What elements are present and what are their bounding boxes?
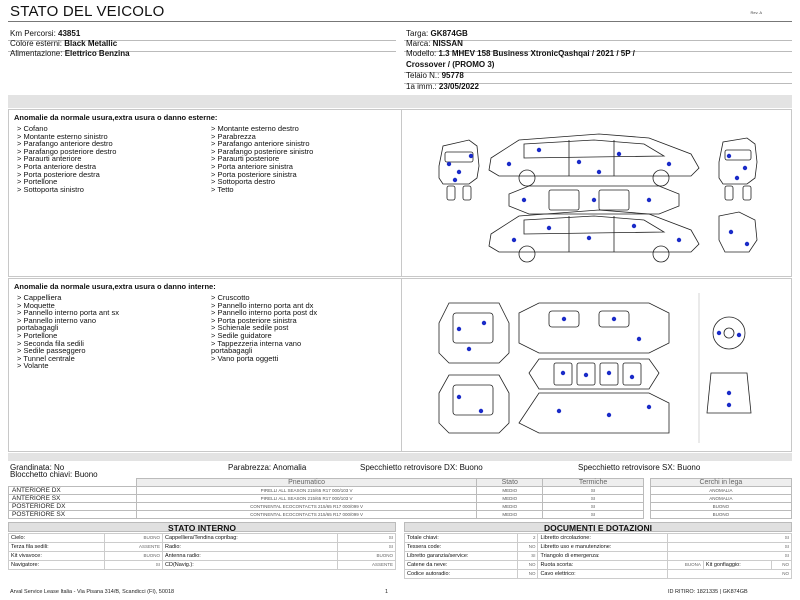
damage-item: > Cappelliera [17,293,62,302]
external-heading: Anomalie da normale usura,extra usura o danno esterne: [14,113,218,122]
status-value: ASSENTE [104,543,162,552]
status-label: Libretto garanzia/service: [405,552,518,561]
section-band [8,95,792,108]
status-value: 2 [518,534,538,543]
header-spacer [9,479,137,487]
status-row [405,570,792,579]
status-value: NO [668,570,792,579]
brand-value: NISSAN [432,39,463,48]
status-value: SI [337,534,395,543]
status-row [9,534,396,543]
damage-item: > Montante esterno sinistro [17,131,108,141]
status-label: Totale chiavi: [405,534,518,543]
status-value: NO [518,570,538,579]
damage-item: > Tunnel centrale [17,353,75,363]
tyre-row [9,495,792,503]
status-value: BUONO [104,552,162,561]
status-label: Tessera code: [405,543,518,552]
key-block-status: Blocchetto chiavi: Buono [10,470,98,479]
hail-status: Grandinata: No [10,463,65,472]
fuel-label: Alimentazione: [10,49,65,58]
interior-damage-markers [457,317,741,417]
status-value: SI [668,543,792,552]
model-value-line2: Crossover / (PROMO 3) [406,60,495,69]
km-label: Km Percorsi: [10,29,59,38]
tyre-model: CONTINENTAL ECOCONTACTS 215/65 R17 000/099 V [137,503,477,511]
status-value: NO [518,561,538,570]
status-value: BUONO [104,534,162,543]
alloy-header: Cerchi in lega [650,479,791,487]
gap-cell [643,495,650,503]
status-value: ASSENTE [337,561,395,570]
interior-status-title: STATO INTERNO [8,522,396,532]
internal-heading: Anomalie da normale usura,extra usura o danno interne: [14,282,216,291]
tyre-position: POSTERIORE SX [9,511,137,519]
footer-address: Arval Service Lease Italia - Via Pisana 314/B, Scandicci (FI), 50018 [10,589,175,595]
km-value: 43851 [58,29,81,38]
tyre-winter: SI [543,503,643,511]
status-value: BUONA [668,561,704,570]
damage-item: > Parafango posteriore destro [17,146,117,156]
rear-door-panel [439,375,509,433]
status-value: SI [337,543,395,552]
exterior-car-diagram [429,116,759,266]
damage-item: > Sedile passeggero [17,346,86,356]
tyre-position: POSTERIORE DX [9,503,137,511]
status-label: Libretto uso e manutenzione: [538,543,668,552]
gap-cell [643,503,650,511]
damage-item: > Parafango anteriore sinistro [211,139,310,149]
status-row [405,552,792,561]
status-value: NO [518,543,538,552]
internal-list-left [17,294,119,370]
status-value: SI [668,534,792,543]
tyres-header-row [9,479,792,487]
internal-list-right [211,294,317,362]
alloy-condition: ANOMALIA [650,487,791,495]
winter-header: Termiche [543,479,643,487]
status-row [405,561,792,570]
damage-item: > Cruscotto [211,293,250,302]
status-label: Terza fila sedili: [9,543,105,552]
tyre-condition: MEDIO [477,495,543,503]
trunk-view [519,393,669,433]
tyre-winter: SI [543,511,643,519]
status-row [9,561,396,570]
registration-row [406,81,479,93]
status-label: Radio: [163,543,338,552]
documents-table [404,533,792,579]
color-label: Colore esterni: [10,39,65,48]
damage-item: > Porta posteriore sinistra [211,169,297,179]
fuel-row [10,48,130,60]
status-row [405,543,792,552]
title-divider [8,21,792,22]
damage-item: > Parafango anteriore destro [17,139,113,149]
tyres-body [9,487,792,519]
alloy-condition: BUONO [650,511,791,519]
damage-item: > Porta anteriore sinistra [211,161,293,171]
tyre-model: CONTINENTAL ECOCONTACTS 215/65 R17 000/099 V [137,511,477,519]
damage-item: > Vano porta oggetti [211,353,279,363]
damage-item: > Parabrezza [211,131,256,141]
internal-damage-panel [8,278,792,452]
status-label: CD(Navig.): [163,561,338,570]
plate-label: Targa: [406,29,431,38]
tyre-model: PIRELLI ALL SEASON 215/65 R17 000/103 V [137,495,477,503]
status-label: Navigatore: [9,561,105,570]
chassis-value: 95778 [441,71,464,80]
chassis-label: Telaio N.: [406,71,442,80]
status-label: Catene da neve: [405,561,518,570]
damage-item: portabagagli [211,346,253,356]
tyre-row [9,511,792,519]
panel-divider [401,110,402,276]
interior-status-table [8,533,396,570]
damage-item: > Schienale sedile post [211,323,289,333]
status-label: Kit gonfiaggio: [703,561,771,570]
front-door-panel [439,303,509,363]
status-row [9,543,396,552]
dashboard-view [519,303,669,353]
status-row [9,552,396,561]
fuel-value: Elettrico Benzina [64,49,130,58]
section-band [8,453,792,461]
registration-label: 1a imm.: [406,82,439,91]
mirror-right-status: Specchietto retrovisore DX: Buono [360,463,483,472]
status-row [405,534,792,543]
status-label: Ruota scorta: [538,561,668,570]
gap-cell [643,479,650,487]
status-label: Codice autoradio: [405,570,518,579]
damage-item: > Paraurti posteriore [211,154,280,164]
status-label: Antenna radio: [163,552,338,561]
tyre-winter: SI [543,495,643,503]
damage-item: > Portellone [17,330,58,340]
page-title: STATO DEL VEICOLO [10,3,165,20]
status-label: Cappelliera/Tendina copribag: [163,534,338,543]
damage-item: > Paraurti anteriore [17,154,82,164]
status-value: NO [771,561,791,570]
damage-item: > Porta posteriore sinistra [211,315,297,325]
tyre-row [9,487,792,495]
damage-item: > Pannello interno porta ant sx [17,308,119,318]
damage-item: > Tappezzeria interna vano [211,338,302,348]
damage-item: > Tetto [211,184,234,194]
model-label: Modello: [406,49,439,58]
condition-header: Stato [477,479,543,487]
mirror-left-status: Specchietto retrovisore SX: Buono [578,463,701,472]
alloy-condition: BUONO [650,503,791,511]
status-label: Kit vivavoce: [9,552,105,561]
gap-cell [643,511,650,519]
status-value: SI [104,561,162,570]
footer-pickup-id: ID RITIRO: 1821335 | GK874GB [668,589,748,595]
damage-item: > Sedile guidatore [211,330,272,340]
damage-item: > Sottoporta destro [211,177,275,187]
brand-label: Marca: [406,39,433,48]
tyre-position: ANTERIORE SX [9,495,137,503]
tyre-model: PIRELLI ALL SEASON 215/65 R17 000/103 V [137,487,477,495]
damage-item: > Pannello interno porta ant dx [211,300,314,310]
tyre-condition: MEDIO [477,503,543,511]
status-label: Triangolo di emergenza: [538,552,668,561]
damage-item: > Seconda fila sedili [17,338,84,348]
external-list-left [17,125,116,193]
damage-item: > Pannello interno vano [17,315,97,325]
status-label: Cielo: [9,534,105,543]
alloy-condition: ANOMALIA [650,495,791,503]
interior-car-diagram [429,293,769,443]
registration-value: 23/05/2022 [438,82,479,91]
damage-item: > Volante [17,361,49,371]
damage-item: > Porta posteriore destra [17,169,100,179]
damage-item: > Portellone [17,177,58,187]
damage-item: > Porta anteriore destra [17,161,97,171]
footer-page-number: 1 [385,589,389,595]
status-value: SI [668,552,792,561]
tyre-winter: SI [543,487,643,495]
damage-item: > Cofano [17,124,48,133]
model-value-line1: 1.3 MHEV 158 Business XtronicQashqai / 2021 / 5P / [438,49,635,58]
tyre-header: Pneumatico [137,479,477,487]
panel-divider [401,279,402,451]
status-value: BUONO [337,552,395,561]
status-label: Cavo elettrico: [538,570,668,579]
tyre-condition: MEDIO [477,487,543,495]
external-damage-panel [8,109,792,277]
tyre-position: ANTERIORE DX [9,487,137,495]
color-value: Black Metallic [64,39,118,48]
damage-item: > Sottoporta sinistro [17,184,84,194]
documents-title: DOCUMENTI E DOTAZIONI [404,522,792,532]
external-list-right [211,125,313,193]
damage-item: portabagagli [17,323,59,333]
damage-item: > Parafango posteriore sinistro [211,146,314,156]
gap-cell [643,487,650,495]
damage-item: > Moquette [17,300,55,310]
damage-item: > Montante esterno destro [211,124,299,133]
damage-markers [447,148,749,246]
status-value: SI [518,552,538,561]
tyre-condition: MEDIO [477,511,543,519]
plate-value: GK874GB [430,29,468,38]
tyres-table [8,478,792,519]
revision-label: Rev. A [750,10,762,15]
tyre-row [9,503,792,511]
windshield-status: Parabrezza: Anomalia [228,463,307,472]
status-label: Libretto circolazione: [538,534,668,543]
damage-item: > Pannello interno porta post dx [211,308,318,318]
